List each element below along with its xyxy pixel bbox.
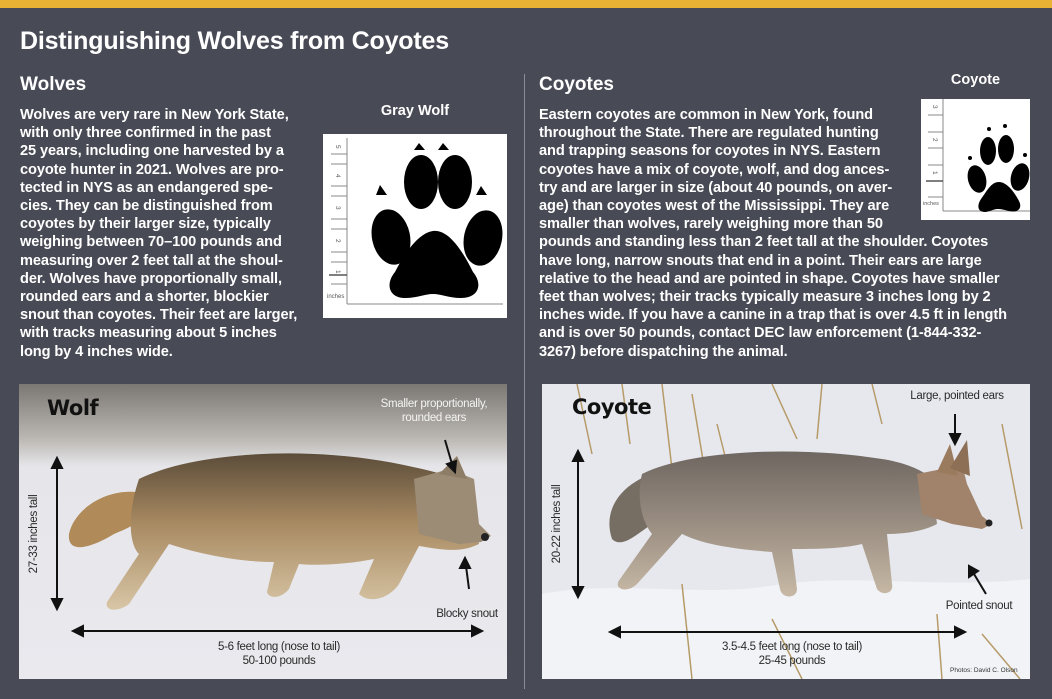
svg-text:4: 4 [334, 174, 341, 178]
text-line: inches wide. If you have a canine in a trap that is over 4.5 ft in length [539, 307, 1007, 324]
text-line: and is over 50 pounds, contact DEC law enforcement (1-844-332- [539, 325, 982, 342]
text-line: throughout the State. There are regulated hunting [539, 125, 879, 142]
svg-text:2: 2 [334, 239, 341, 243]
wolf-ears-annotation: Smaller proportionally, rounded ears [380, 398, 488, 424]
text-line: tected in NYS as an endangered spe- [20, 179, 273, 196]
text-line: coyotes by their larger size, typically [20, 216, 271, 233]
svg-text:5: 5 [334, 145, 341, 149]
text-line: relative to the head and are pointed in shape. Coyotes have smaller [539, 270, 1000, 287]
text-line: have long, narrow snouts that end in a point. Their ears are large [539, 252, 982, 269]
text-line: with tracks measuring about 5 inches [20, 325, 277, 342]
wolf-height-label: 27-33 inches tall [28, 494, 40, 574]
coyote-ears-annotation: Large, pointed ears [910, 390, 1004, 402]
text-line: 25 years, including one harvested by a [20, 143, 284, 160]
accent-bar [0, 0, 1052, 8]
text-line: cies. They can be distinguished from [20, 198, 273, 215]
text-line: feet than wolves; their tracks typically measure 3 inches long by 2 [539, 289, 991, 306]
wolf-size-annotation: 5-6 feet long (nose to tail) 50-100 pounds [217, 641, 340, 667]
text-line: with only three confirmed in the past [20, 125, 271, 142]
svg-text:inches: inches [327, 294, 345, 300]
svg-text:2: 2 [931, 138, 938, 142]
wolves-body-text [20, 106, 297, 361]
text-line: and trapping seasons for coyotes in NYS. Eastern [539, 143, 881, 160]
svg-text:1: 1 [931, 171, 938, 175]
column-divider [524, 74, 525, 689]
coyote-height-label: 20-22 inches tall [551, 484, 563, 564]
wolf-illustration [19, 384, 507, 679]
coyote-size-annotation: 3.5-4.5 feet long (nose to tail) 25-45 pounds [722, 641, 862, 667]
paw-print-icon [921, 99, 1030, 220]
wolves-heading: Wolves [20, 74, 87, 95]
text-line: smaller than wolves, rarely weighing more than 50 [539, 216, 883, 233]
text-line: try and are larger in size (about 40 pounds, on aver- [539, 179, 893, 196]
wolf-track-caption: Gray Wolf [380, 103, 450, 119]
svg-text:3: 3 [334, 206, 341, 210]
text-line: long by 4 inches wide. [20, 343, 173, 360]
text-line: 3267) before dispatching the animal. [539, 343, 788, 360]
text-line: age) than coyotes west of the Mississippi. They are [539, 198, 890, 215]
text-line: snout than coyotes. Their feet are larger, [20, 307, 298, 324]
coyote-photo-label: Coyote [572, 395, 652, 419]
coyote-illustration [542, 384, 1030, 679]
coyote-snout-annotation: Pointed snout [945, 600, 1013, 612]
svg-text:inches: inches [923, 201, 939, 207]
text-line: coyotes have a mix of coyote, wolf, and dog ances- [539, 161, 890, 178]
coyotes-heading: Coyotes [539, 74, 614, 95]
coyote-track-figure [921, 99, 1030, 220]
wolf-photo [19, 384, 507, 679]
text-line: coyote hunter in 2021. Wolves are pro- [20, 161, 284, 178]
coyote-track-caption: Coyote [950, 72, 1001, 88]
text-line: rounded ears and a shorter, blockier [20, 289, 269, 306]
wolf-snout-annotation: Blocky snout [436, 608, 498, 620]
page-title: Distinguishing Wolves from Coyotes [20, 27, 449, 55]
svg-text:3: 3 [931, 105, 938, 109]
wolf-track-figure [323, 134, 507, 318]
coyote-photo [542, 384, 1030, 679]
paw-print-icon [323, 134, 507, 318]
text-line: Wolves are very rare in New York State, [20, 107, 289, 123]
svg-text:1: 1 [334, 270, 341, 274]
text-line: pounds and standing less than 2 feet tall at the shoulder. Coyotes [539, 234, 989, 251]
wolf-photo-label: Wolf [47, 396, 99, 420]
text-line: weighing between 70–100 pounds and [20, 234, 282, 251]
text-line: measuring over 2 feet tall at the shoul- [20, 252, 283, 269]
photo-credit: Photos: David C. Olson [950, 667, 1018, 674]
text-line: der. Wolves have proportionally small, [20, 270, 282, 287]
text-line: Eastern coyotes are common in New York, found [539, 107, 873, 123]
